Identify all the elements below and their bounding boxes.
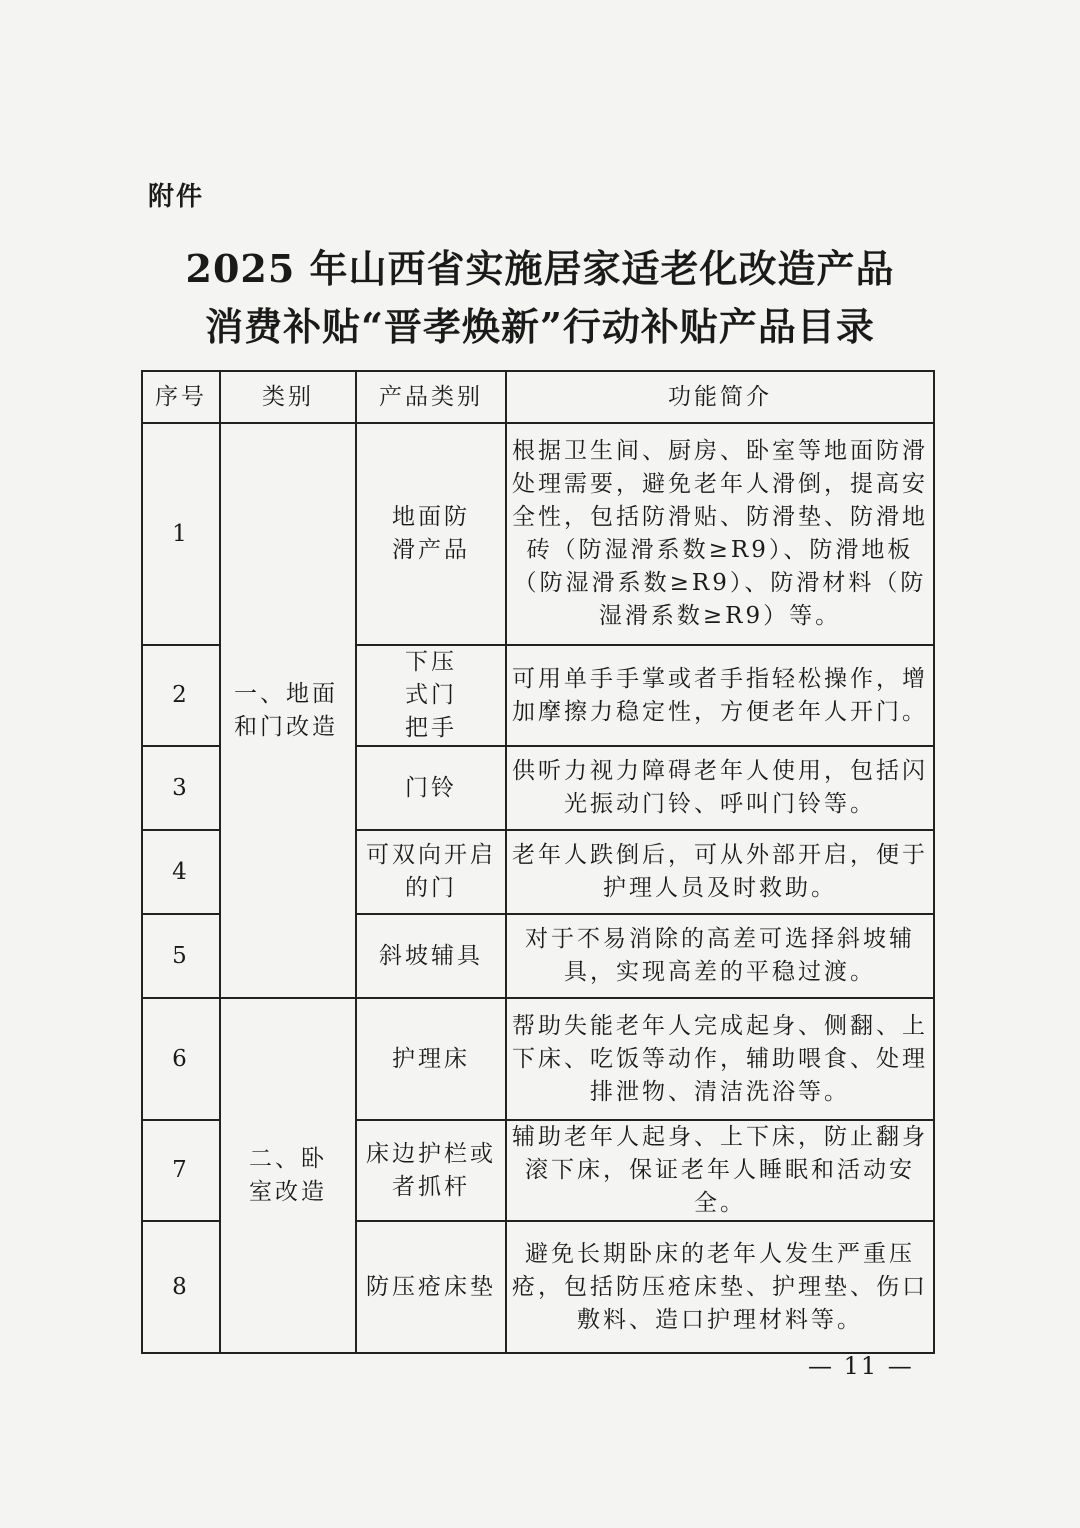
row-number: 3 [142, 746, 220, 830]
description-cell: 避免长期卧床的老年人发生严重压疮，包括防压疮床垫、护理垫、伤口敷料、造口护理材料等。 [506, 1221, 934, 1353]
row-number: 8 [142, 1221, 220, 1353]
row-number: 4 [142, 830, 220, 914]
product-type-cell: 门铃 [356, 746, 506, 830]
description-cell: 对于不易消除的高差可选择斜坡辅具，实现高差的平稳过渡。 [506, 914, 934, 998]
product-type-label: 床边护栏或者抓杆 [366, 1140, 496, 1200]
description-cell: 帮助失能老年人完成起身、侧翻、上下床、吃饭等动作，辅助喂食、处理排泄物、清洁洗浴等。 [506, 998, 934, 1120]
description-cell: 老年人跌倒后，可从外部开启，便于护理人员及时救助。 [506, 830, 934, 914]
row-number: 5 [142, 914, 220, 998]
row-number: 6 [142, 998, 220, 1120]
description-cell: 辅助老年人起身、上下床，防止翻身滚下床，保证老年人睡眠和活动安全。 [506, 1120, 934, 1221]
product-type-cell: 护理床 [356, 998, 506, 1120]
description-cell: 供听力视力障碍老年人使用，包括闪光振动门铃、呼叫门铃等。 [506, 746, 934, 830]
document-title-line-1: 2025 年山西省实施居家适老化改造产品 [185, 246, 895, 291]
header-product-type: 产品类别 [356, 371, 506, 423]
product-catalog-table [141, 370, 935, 1354]
row-number: 7 [142, 1120, 220, 1221]
table-row [142, 423, 934, 645]
category-cell [220, 998, 356, 1353]
attachment-label: 附件 [148, 182, 205, 212]
header-category: 类别 [220, 371, 356, 423]
category-cell [220, 423, 356, 998]
table-header-row [142, 371, 934, 423]
category-label: 二、卧室改造 [249, 1145, 327, 1205]
product-type-label: 下压式门把手 [405, 649, 457, 741]
product-type-cell: 斜坡辅具 [356, 914, 506, 998]
description-cell: 可用单手手掌或者手指轻松操作，增加摩擦力稳定性，方便老年人开门。 [506, 645, 934, 746]
row-number: 2 [142, 645, 220, 746]
header-serial-number: 序号 [142, 371, 220, 423]
row-number: 1 [142, 423, 220, 645]
product-type-cell [356, 1120, 506, 1221]
product-type-label: 地面防滑产品 [392, 504, 470, 563]
table-row [142, 998, 934, 1120]
header-function-description: 功能简介 [506, 371, 934, 423]
product-type-label: 可双向开启的门 [366, 842, 496, 901]
page-number: — 11 — [808, 1352, 914, 1380]
document-title-line-2: 消费补贴“晋孝焕新”行动补贴产品目录 [205, 304, 875, 349]
product-type-cell [356, 645, 506, 746]
product-type-cell [356, 423, 506, 645]
category-label: 一、地面和门改造 [234, 680, 338, 740]
product-type-cell: 防压疮床垫 [356, 1221, 506, 1353]
description-cell: 根据卫生间、厨房、卧室等地面防滑处理需要，避免老年人滑倒，提高安全性，包括防滑贴、防滑垫、防滑地砖（防湿滑系数≥R9）、防滑地板（防湿滑系数≥R9）、防滑材料（防湿滑系数≥R9）等。 [506, 423, 934, 645]
product-type-cell [356, 830, 506, 914]
